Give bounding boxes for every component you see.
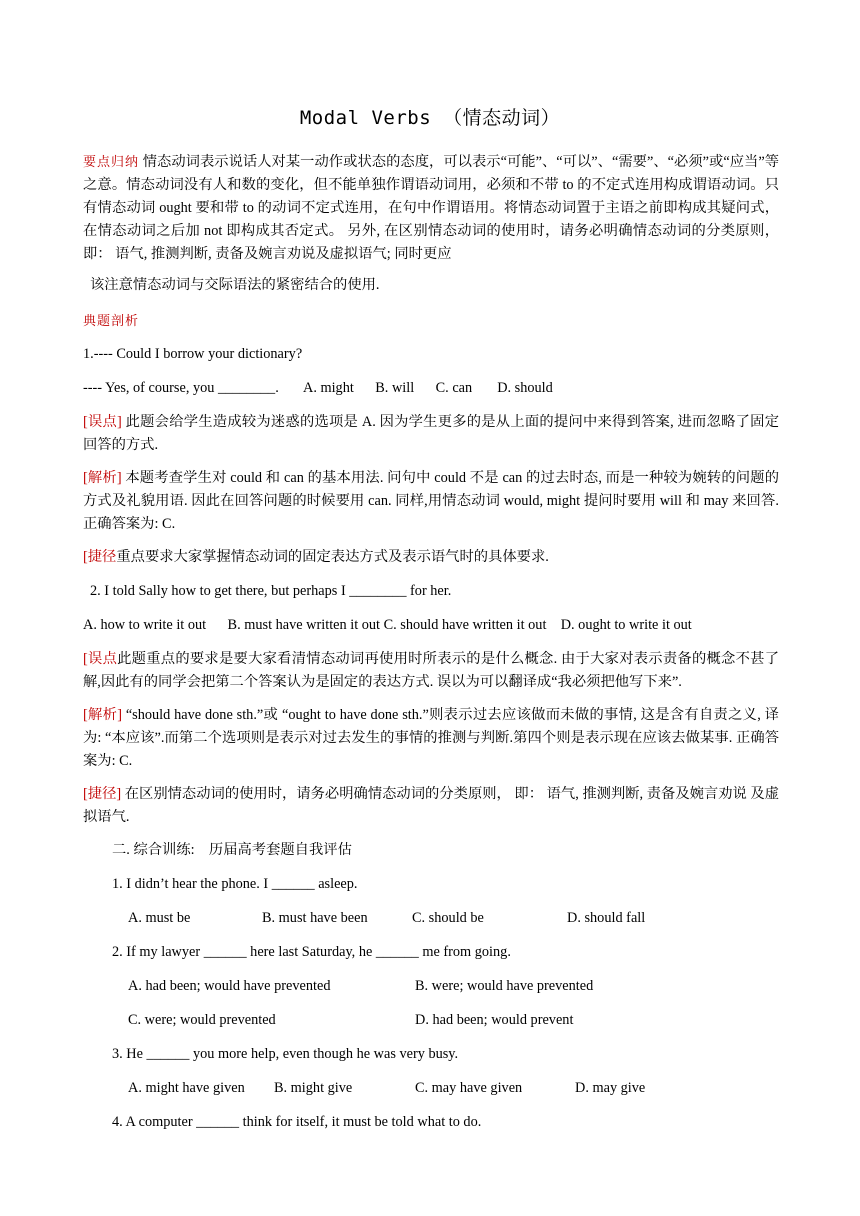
exercise-3-option-d: D. may give — [575, 1080, 646, 1096]
intro-label: 要点归纳 — [83, 154, 140, 169]
exercise-2-option-d: D. had been; would prevent — [415, 1012, 574, 1028]
q2-error-label: [误点 — [83, 651, 118, 667]
q1-question: 1.---- Could I borrow your dictionary? — [83, 346, 303, 362]
page-title: Modal Verbs （情态动词） — [299, 107, 561, 129]
q1-options: ---- Yes, of course, you ________. A. might B. will C. can D. should — [83, 380, 553, 396]
intro-paragraph — [83, 150, 779, 266]
exercise-3-option-a: A. might have given — [128, 1080, 245, 1096]
q1-shortcut-text: 重点要求大家掌握情态动词的固定表达方式及表示语气时的具体要求. — [116, 549, 549, 565]
exercise-1-option-a: A. must be — [128, 910, 191, 926]
exercise-3-option-c: C. may have given — [415, 1080, 523, 1096]
q1-shortcut-label: [捷径 — [83, 549, 117, 565]
q2-error-paragraph — [83, 648, 779, 694]
exercise-3-option-b: B. might give — [274, 1080, 353, 1096]
q1-analysis-paragraph — [83, 467, 779, 536]
exercise-3-question: 3. He ______ you more help, even though he was very busy. — [112, 1046, 459, 1062]
q1-shortcut-paragraph — [83, 546, 779, 569]
q1-error-paragraph — [83, 411, 779, 457]
exercise-2-question: 2. If my lawyer ______ here last Saturday, he ______ me from going. — [112, 944, 511, 960]
q1-error-label: [误点] — [83, 414, 122, 430]
q2-question: 2. I told Sally how to get there, but perhaps I ________ for her. — [90, 583, 452, 599]
q2-analysis-text: “should have done sth.”或 “ought to have done sth.”则表示过去应该做而未做的事情, 这是含有自责之义, 译为: “本应该”.而第二个选项则是表示对过去发生的事情的推测与判断.第四个则是表示现在应该去做某事. 正确答案为: C. — [83, 707, 779, 769]
q2-error-text: 此题重点的要求是要大家看清情态动词再使用时所表示的是什么概念. 由于大家对表示责备的概念不甚了解,因此有的同学会把第二个答案认为是固定的表达方式. 误以为可以翻译成“我必须把他写下来”. — [83, 651, 779, 690]
q1-analysis-label: [解析] — [83, 470, 122, 486]
exercise-2-option-b: B. were; would have prevented — [415, 978, 594, 994]
q2-analysis-label: [解析] — [83, 707, 122, 723]
intro-text: 情态动词表示说话人对某一动作或状态的态度，可以表示“可能”、“可以”、“需要”、“必须”或“应当”等之意。情态动词没有人和数的变化，但不能单独作谓语动词用，必须和不带 to 的不定式连用构成谓语动词。只有情态动词 ought 要和带 to 的动词不定式连用，在句中作谓语用。将情态动词置于主语之前即构成其疑问式，在情态动词之后加 not 即构成其否定式。 另外, 在区别情态动词的使用时，请务必明确情态动词的分类原则，即： 语气, 推测判断, 责备及婉言劝说及虚拟语气; 同时更应 — [83, 154, 779, 262]
exercise-2-option-a: A. had been; would have prevented — [128, 978, 331, 994]
q2-shortcut-label: [捷径] — [83, 786, 122, 802]
exercise-1-option-d: D. should fall — [567, 910, 646, 926]
q2-shortcut-text: 在区别情态动词的使用时，请务必明确情态动词的分类原则， 即： 语气, 推测判断, 责备及婉言劝说 及虚拟语气. — [83, 786, 779, 825]
exercise-1-question: 1. I didn’t hear the phone. I ______ asleep. — [112, 876, 358, 892]
q2-analysis-paragraph — [83, 704, 779, 773]
exercise-1-option-b: B. must have been — [262, 910, 368, 926]
q2-options: A. how to write it out B. must have written it out C. should have written it out D. ought to write it out — [83, 617, 692, 633]
exercise-2-option-c: C. were; would prevented — [128, 1012, 276, 1028]
q1-error-text: 此题会给学生造成较为迷惑的选项是 A. 因为学生更多的是从上面的提问中来得到答案, 进而忽略了固定回答的方式. — [83, 414, 779, 453]
section-label: 典题剖析 — [83, 313, 140, 328]
exercise-1-option-c: C. should be — [412, 910, 484, 926]
section-2-heading: 二. 综合训练: 历届高考套题自我评估 — [112, 842, 352, 858]
q2-shortcut-paragraph — [83, 783, 779, 829]
exercise-4-question: 4. A computer ______ think for itself, it must be told what to do. — [112, 1114, 482, 1130]
q1-analysis-text: 本题考查学生对 could 和 can 的基本用法. 问句中 could 不是 can 的过去时态, 而是一种较为婉转的问题的方式及礼貌用语. 因此在回答问题的时候要用 can. 同样,用情态动词 would, might 提问时要用 will 和 may 来回答. 正确答案为: C. — [83, 470, 779, 532]
intro-continuation: 该注意情态动词与交际语法的紧密结合的使用. — [90, 277, 380, 293]
